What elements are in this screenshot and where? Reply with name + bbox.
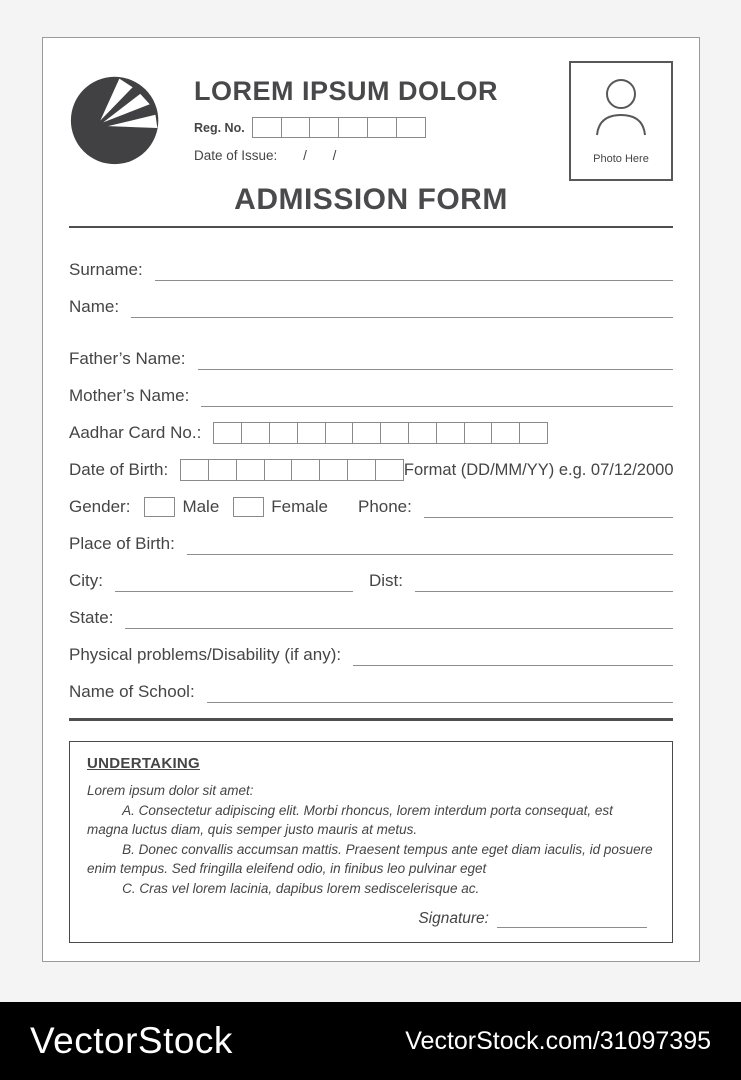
field-row-mother-name [69,385,673,407]
undertaking-clause-a: A. Consectetur adipiscing elit. Morbi rhoncus, lorem interdum porta consequat, est magna luctus diam, quis semper justo mauris at metus. [87,802,613,838]
school-label: Name of School: [69,682,195,701]
aadhar-box-grid[interactable] [213,422,548,444]
disability-label: Physical problems/Disability (if any): [69,645,342,664]
dob-format-hint: Format (DD/MM/YY) e.g. 07/12/2000 [403,461,674,479]
male-option-label: Male [182,497,220,516]
undertaking-heading: UNDERTAKING [87,755,201,772]
undertaking-clause-b: B. Donec convallis accumsan mattis. Praesent tempus ante eget diam iaculis, id posuere enim tempus. Sed fringilla eleifend odio, in finibus leo pulvinar eget [87,841,653,877]
header-text-block [194,71,498,168]
form-fields [43,228,699,703]
reg-no-row [194,117,498,138]
undertaking-body [87,781,655,898]
admission-form-sheet [42,37,700,962]
male-checkbox[interactable] [144,497,175,517]
field-row-place-of-birth [69,533,673,555]
dist-label: Dist: [369,571,403,590]
field-row-state [69,607,673,629]
section-divider [69,718,673,721]
dob-box-grid[interactable] [180,459,404,481]
dist-input-line[interactable] [415,574,673,592]
field-row-dob [69,459,673,481]
name-input-line[interactable] [131,300,673,318]
signature-row [87,910,655,928]
field-row-disability [69,644,673,666]
disability-input-line[interactable] [353,648,673,666]
signature-input-line[interactable] [497,914,647,928]
aadhar-label: Aadhar Card No.: [69,423,202,442]
place-of-birth-input-line[interactable] [187,537,673,555]
city-input-line[interactable] [115,574,353,592]
mother-name-label: Mother’s Name: [69,386,190,405]
father-name-input-line[interactable] [198,352,673,370]
field-row-name [69,296,673,318]
surname-input-line[interactable] [155,263,673,281]
state-input-line[interactable] [125,611,673,629]
date-slash: / [303,148,307,163]
state-label: State: [69,608,114,627]
watermark-bar [0,1002,741,1080]
name-label: Name: [69,297,120,316]
phone-label: Phone: [357,497,412,516]
undertaking-clause-c: C. Cras vel lorem lacinia, dapibus lorem sediscelerisque ac. [122,880,480,896]
form-title: ADMISSION FORM [234,183,508,216]
signature-label: Signature: [418,910,489,928]
school-input-line[interactable] [207,685,673,703]
surname-label: Surname: [69,260,143,279]
place-of-birth-label: Place of Birth: [69,534,175,553]
field-row-gender-phone [69,496,673,518]
reg-no-box-grid[interactable] [252,117,426,138]
photo-here-label: Photo Here [593,153,649,165]
city-label: City: [69,571,103,590]
date-of-issue-label: Date of Issue: [194,148,278,163]
female-option-label: Female [271,497,328,516]
dob-label: Date of Birth: [69,460,169,479]
mother-name-input-line[interactable] [201,389,673,407]
gender-label: Gender: [69,497,131,516]
person-silhouette-icon [594,77,648,143]
phone-input-line[interactable] [424,500,673,518]
field-row-father-name [69,348,673,370]
female-checkbox[interactable] [233,497,264,517]
reg-no-label: Reg. No. [194,120,245,135]
photo-placeholder-box[interactable] [569,61,673,181]
date-slash: / [332,148,337,163]
organization-logo-claw-circle-icon [69,71,164,168]
field-row-school [69,681,673,703]
field-row-surname [69,259,673,281]
undertaking-intro: Lorem ipsum dolor sit amet: [87,783,254,798]
father-name-label: Father’s Name: [69,349,186,368]
field-row-aadhar [69,422,673,444]
organization-name: LOREM IPSUM DOLOR [194,76,498,106]
form-header [43,38,699,168]
undertaking-box [69,741,673,943]
watermark-brand: VectorStock [30,1020,233,1061]
date-of-issue-row [194,148,498,163]
field-row-city-dist [69,570,673,592]
watermark-url: VectorStock.com/31097395 [405,1026,711,1055]
